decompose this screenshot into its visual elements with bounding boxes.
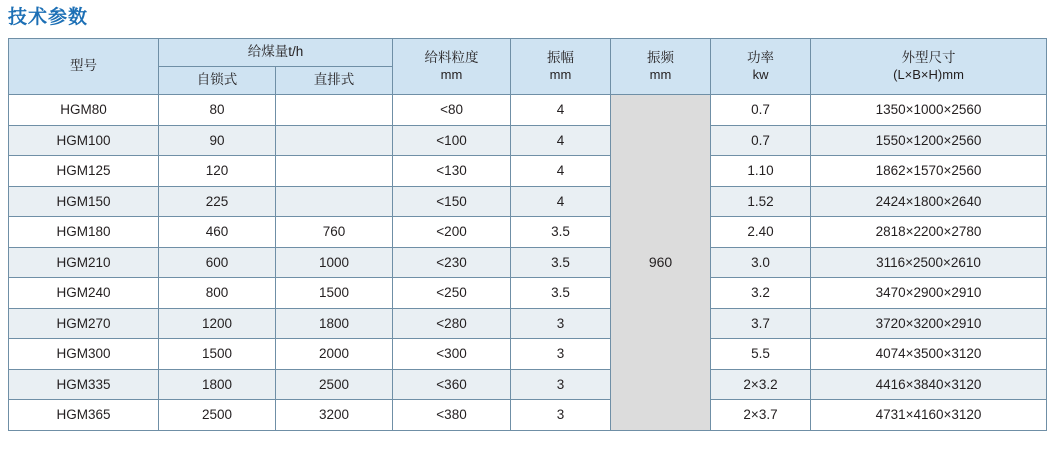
cell-feed-size: <150 (393, 186, 511, 217)
cell-power: 5.5 (711, 339, 811, 370)
table-row (9, 339, 1047, 370)
cell-capacity-selflock: 2500 (159, 400, 276, 431)
header-capacity-selflock: 自锁式 (159, 67, 276, 95)
cell-capacity-selflock: 120 (159, 156, 276, 187)
cell-dimensions: 1862×1570×2560 (811, 156, 1047, 187)
cell-power: 2.40 (711, 217, 811, 248)
cell-model: HGM210 (9, 247, 159, 278)
header-amplitude (511, 39, 611, 95)
cell-capacity-direct: 1500 (276, 278, 393, 309)
table-header (9, 39, 1047, 95)
table-row (9, 217, 1047, 248)
header-dimensions-label: 外型尺寸 (901, 49, 956, 65)
header-capacity-direct: 直排式 (276, 67, 393, 95)
cell-feed-size: <80 (393, 95, 511, 126)
cell-amplitude: 4 (511, 125, 611, 156)
cell-dimensions: 2818×2200×2780 (811, 217, 1047, 248)
cell-amplitude: 4 (511, 95, 611, 126)
cell-model: HGM270 (9, 308, 159, 339)
cell-model: HGM100 (9, 125, 159, 156)
header-capacity-group: 给煤量t/h (159, 39, 393, 67)
cell-capacity-selflock: 1800 (159, 369, 276, 400)
table-row (9, 369, 1047, 400)
cell-feed-size: <380 (393, 400, 511, 431)
header-dimensions (811, 39, 1047, 95)
cell-capacity-direct: 3200 (276, 400, 393, 431)
table-row (9, 308, 1047, 339)
header-feed-size-label: 给料粒度 (424, 49, 479, 65)
header-amplitude-label: 振幅 (547, 49, 575, 65)
cell-power: 0.7 (711, 125, 811, 156)
cell-capacity-direct: 1800 (276, 308, 393, 339)
table-row (9, 400, 1047, 431)
cell-model: HGM180 (9, 217, 159, 248)
table-row (9, 186, 1047, 217)
header-power-unit: kw (752, 66, 769, 82)
cell-power: 2×3.2 (711, 369, 811, 400)
header-power (711, 39, 811, 95)
cell-model: HGM125 (9, 156, 159, 187)
cell-amplitude: 3.5 (511, 247, 611, 278)
cell-capacity-direct: 760 (276, 217, 393, 248)
table-row (9, 278, 1047, 309)
cell-dimensions: 1550×1200×2560 (811, 125, 1047, 156)
cell-feed-size: <200 (393, 217, 511, 248)
cell-capacity-selflock: 80 (159, 95, 276, 126)
table-row (9, 156, 1047, 187)
cell-power: 2×3.7 (711, 400, 811, 431)
header-frequency-unit: mm (649, 66, 672, 82)
table-body (9, 95, 1047, 431)
header-frequency (611, 39, 711, 95)
header-dimensions-unit: (L×B×H)mm (893, 66, 964, 82)
cell-amplitude: 3.5 (511, 217, 611, 248)
cell-power: 3.7 (711, 308, 811, 339)
cell-capacity-direct: 1000 (276, 247, 393, 278)
cell-capacity-selflock: 90 (159, 125, 276, 156)
cell-feed-size: <360 (393, 369, 511, 400)
cell-model: HGM300 (9, 339, 159, 370)
cell-frequency: 960 (611, 95, 711, 431)
cell-dimensions: 4074×3500×3120 (811, 339, 1047, 370)
cell-feed-size: <250 (393, 278, 511, 309)
cell-amplitude: 4 (511, 156, 611, 187)
cell-power: 0.7 (711, 95, 811, 126)
cell-feed-size: <100 (393, 125, 511, 156)
cell-model: HGM365 (9, 400, 159, 431)
cell-power: 1.52 (711, 186, 811, 217)
header-frequency-label: 振频 (647, 49, 675, 65)
page-title: 技术参数 (8, 7, 89, 28)
cell-amplitude: 3 (511, 308, 611, 339)
cell-dimensions: 3470×2900×2910 (811, 278, 1047, 309)
cell-dimensions: 1350×1000×2560 (811, 95, 1047, 126)
cell-capacity-selflock: 460 (159, 217, 276, 248)
table-row (9, 95, 1047, 126)
header-feed-size (393, 39, 511, 95)
technical-parameters-table (8, 38, 1047, 431)
cell-amplitude: 3.5 (511, 278, 611, 309)
cell-dimensions: 2424×1800×2640 (811, 186, 1047, 217)
table-row (9, 125, 1047, 156)
cell-feed-size: <130 (393, 156, 511, 187)
cell-dimensions: 3720×3200×2910 (811, 308, 1047, 339)
cell-model: HGM80 (9, 95, 159, 126)
cell-dimensions: 4731×4160×3120 (811, 400, 1047, 431)
cell-capacity-direct (276, 186, 393, 217)
cell-capacity-selflock: 800 (159, 278, 276, 309)
cell-amplitude: 3 (511, 400, 611, 431)
cell-dimensions: 4416×3840×3120 (811, 369, 1047, 400)
header-feed-size-unit: mm (440, 66, 463, 82)
cell-capacity-selflock: 1500 (159, 339, 276, 370)
header-model: 型号 (9, 39, 159, 95)
cell-capacity-selflock: 225 (159, 186, 276, 217)
cell-capacity-direct (276, 95, 393, 126)
cell-power: 3.0 (711, 247, 811, 278)
cell-feed-size: <300 (393, 339, 511, 370)
cell-amplitude: 4 (511, 186, 611, 217)
cell-model: HGM240 (9, 278, 159, 309)
cell-model: HGM335 (9, 369, 159, 400)
cell-capacity-direct (276, 156, 393, 187)
cell-feed-size: <230 (393, 247, 511, 278)
table-row (9, 247, 1047, 278)
cell-power: 3.2 (711, 278, 811, 309)
cell-amplitude: 3 (511, 339, 611, 370)
cell-capacity-direct (276, 125, 393, 156)
cell-power: 1.10 (711, 156, 811, 187)
cell-model: HGM150 (9, 186, 159, 217)
cell-feed-size: <280 (393, 308, 511, 339)
cell-capacity-selflock: 1200 (159, 308, 276, 339)
header-amplitude-unit: mm (549, 66, 572, 82)
cell-dimensions: 3116×2500×2610 (811, 247, 1047, 278)
cell-amplitude: 3 (511, 369, 611, 400)
cell-capacity-selflock: 600 (159, 247, 276, 278)
cell-capacity-direct: 2500 (276, 369, 393, 400)
cell-capacity-direct: 2000 (276, 339, 393, 370)
header-power-label: 功率 (747, 49, 775, 65)
